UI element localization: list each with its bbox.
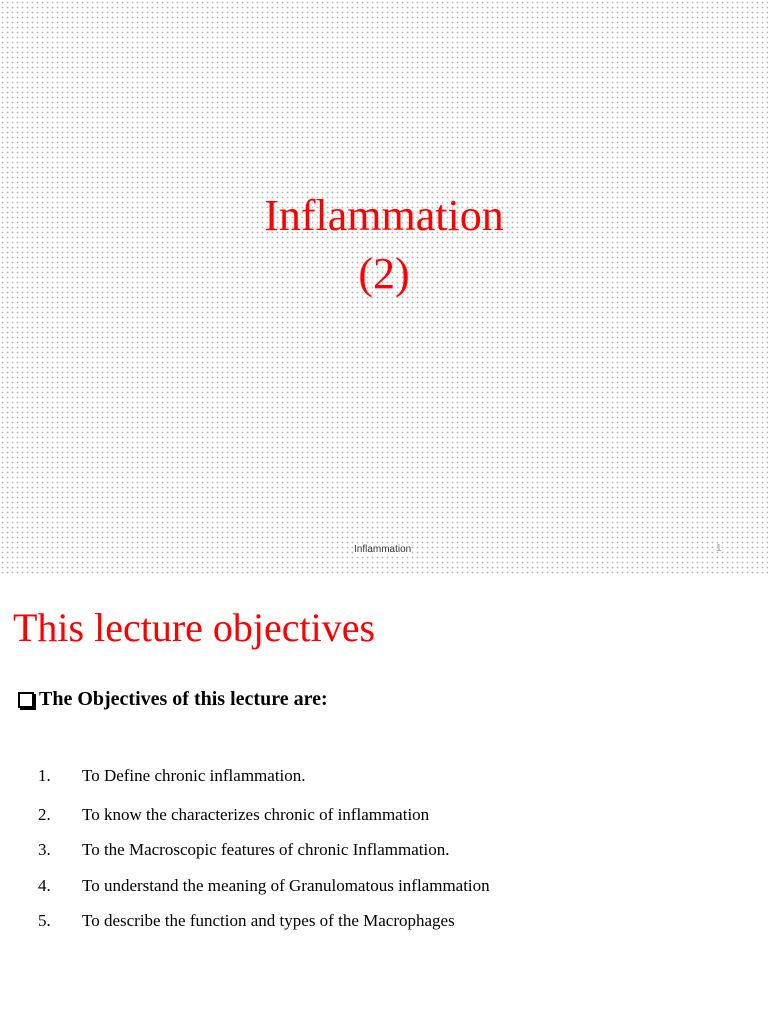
slide-title-line1: Inflammation <box>264 191 504 240</box>
slide-footer: Inflammation <box>354 544 412 555</box>
list-item-text: To Define chronic inflammation. <box>82 766 306 785</box>
slide-page-number: 1 <box>716 543 722 554</box>
checkbox-bullet-icon <box>18 692 34 708</box>
list-item-number: 3. <box>38 840 51 859</box>
list-item-text: To understand the meaning of Granulomatous inflammation <box>82 876 490 895</box>
list-item-text: To the Macroscopic features of chronic Inflammation. <box>82 840 450 859</box>
list-item-text: To describe the function and types of the Macrophages <box>82 911 455 930</box>
objectives-slide <box>0 576 768 1024</box>
slide-title-line2: (2) <box>358 249 410 298</box>
list-item-number: 5. <box>38 911 51 930</box>
objectives-subheading <box>18 688 328 711</box>
objectives-title: This lecture objectives <box>13 605 376 650</box>
list-item-number: 1. <box>38 766 51 785</box>
subheading-text: The Objectives of this lecture are: <box>39 688 328 710</box>
list-item-number: 2. <box>38 805 51 824</box>
list-item-number: 4. <box>38 876 51 895</box>
list-item-text: To know the characterizes chronic of inflammation <box>82 805 430 824</box>
